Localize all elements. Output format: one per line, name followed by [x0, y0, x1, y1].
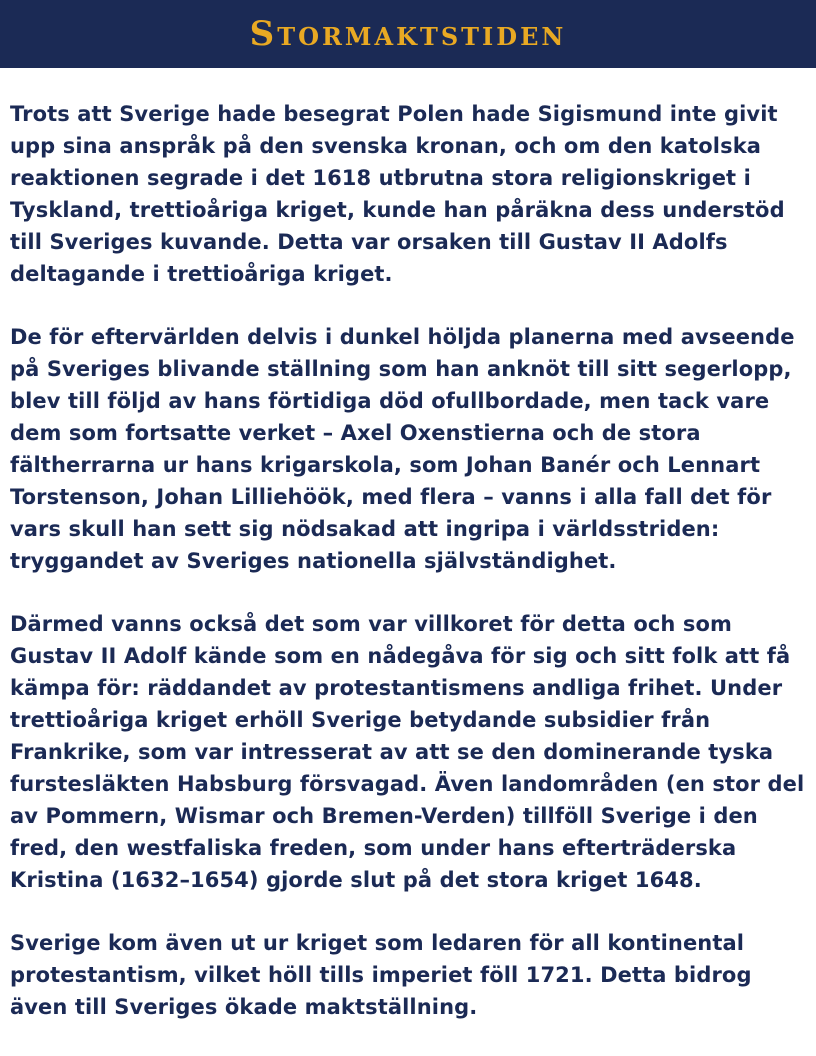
paragraph: Trots att Sverige hade besegrat Polen hade Sigismund inte givit upp sina anspråk på den svenska kronan, och om den katolska reaktionen segrade i det 1618 utbrutna stora religionskriget i Tyskland, trettioåriga kriget, kunde han påräkna dess understöd till Sveriges kuvande. Detta var orsaken till Gustav II Adolfs deltagande i trettioåriga kriget. [10, 102, 785, 286]
paragraph: Sverige kom även ut ur kriget som ledaren för all kontinental protestantism, vilket höll tills imperiet föll 1721. Detta bidrog även till Sveriges ökade maktställning. [10, 931, 752, 1019]
header-bar [0, 0, 816, 68]
page-title: Stormaktstiden [249, 14, 567, 54]
paragraph: De för eftervärlden delvis i dunkel höljda planerna med avseende på Sveriges blivande ställning som han anknöt till sitt segerlopp, blev till följd av hans förtidiga död ofullbordade, men tack vare dem som fortsatte verket – Axel Oxenstierna och de stora fältherrarna ur hans krigarskola, som Johan Banér och Lennart Torstenson, Johan Lilliehöök, med flera – vanns i alla fall det för vars skull han sett sig nödsakad att ingripa i världsstriden: tryggandet av Sveriges nationella självständighet. [10, 325, 795, 573]
paragraph: Därmed vanns också det som var villkoret för detta och som Gustav II Adolf kände som en nådegåva för sig och sitt folk att få kämpa för: räddandet av protestantismens andliga frihet. Under trettioåriga kriget erhöll Sverige betydande subsidier från Frankrike, som var intresserat av att se den dominerande tyska furstesläkten Habsburg försvagad. Även landområden (en stor del av Pommern, Wismar och Bremen-Verden) tillföll Sverige i den fred, den westfaliska freden, som under hans efterträderska Kristina (1632–1654) gjorde slut på det stora kriget 1648. [10, 612, 805, 892]
document-body [0, 68, 816, 1023]
